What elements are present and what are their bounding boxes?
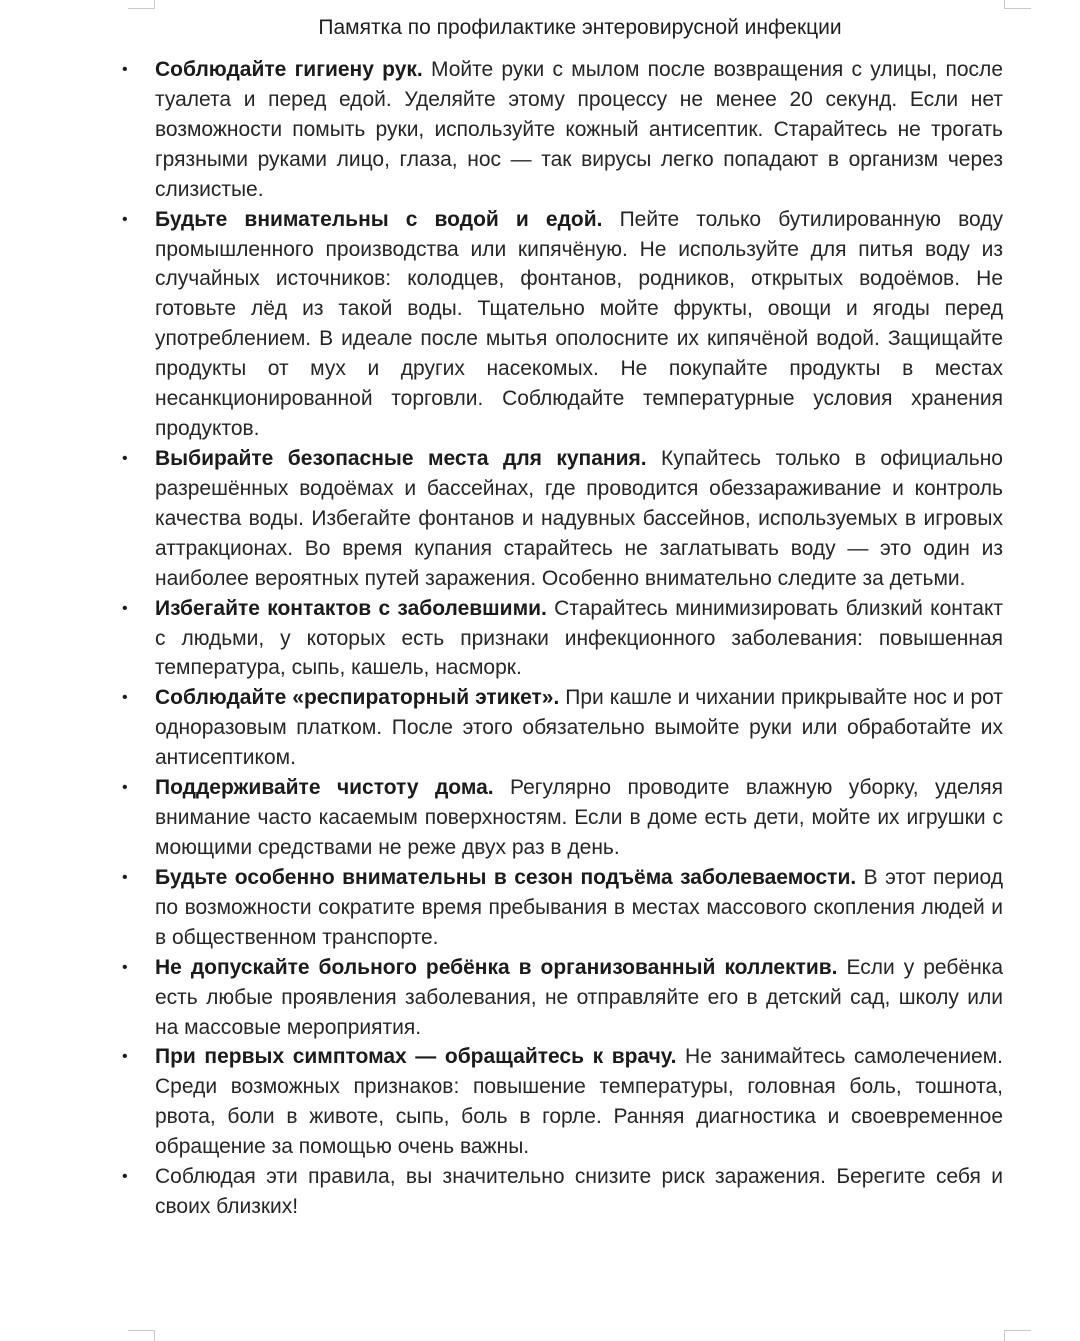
item-text: Регулярно проводите влажную уборку, уделяя внимание часто касаемым поверхностям. Если в доме есть дети, мойте их игрушки с моющими средствами не реже двух раз в день. [155, 776, 1003, 859]
item-text: Мойте руки с мылом после возвращения с улицы, после туалета и перед едой. Уделяйте этому процессу не менее 20 секунд. Если нет возможности помыть руки, используйте кожный антисептик. Старайтесь не трогать грязными руками лицо, глаза, нос — так вирусы легко попадают в организм через слизистые. [155, 58, 1003, 201]
item-text: Старайтесь минимизировать близкий контакт с людьми, у которых есть признаки инфекционного заболевания: повышенная температура, сыпь, кашель, насморк. [155, 596, 1003, 680]
list-item [122, 444, 1003, 594]
bullet-icon: • [122, 210, 128, 228]
bullet-icon: • [122, 449, 128, 467]
item-heading: Поддерживайте чистоту дома. [155, 776, 511, 800]
bullet-icon: • [122, 599, 128, 617]
item-text: Купайтесь только в официально разрешённых водоёмах и бассейнах, где проводится обеззараживание и контроль качества воды. Избегайте фонтанов и надувных бассейнов, используемых в игровых аттракционах. Во время купания старайтесь не заглатывать воду — это один из наиболее вероятных путей заражения. Особенно внимательно следите за детьми. [155, 446, 1003, 590]
bullet-icon: • [122, 779, 128, 797]
list-item [122, 55, 1003, 205]
list-item [122, 594, 1003, 684]
item-heading: Избегайте контактов с заболевшими. [155, 596, 555, 620]
item-text: Не занимайтесь самолечением. Среди возможных признаков: повышение температуры, головная боль, тошнота, рвота, боли в животе, сыпь, боль в горле. Ранняя диагностика и своевременное обращение за помощью очень важны. [155, 1045, 1003, 1159]
crop-mark-top-right [1004, 0, 1031, 9]
bullet-icon: • [122, 61, 128, 78]
list-item [122, 1162, 1003, 1222]
item-heading: Выбирайте безопасные места для купания. [155, 446, 662, 470]
item-heading: Будьте внимательны с водой и едой. [155, 207, 620, 231]
item-heading: Соблюдайте гигиену рук. [155, 58, 431, 81]
list-item [122, 953, 1003, 1043]
document-title: Памятка по профилактике энтеровирусной инфекции [318, 16, 842, 39]
item-heading: Будьте особенно внимательны в сезон подъёма заболеваемости. [155, 865, 864, 889]
list-item [122, 1042, 1003, 1162]
bullet-icon: • [122, 1168, 128, 1186]
list-item [122, 863, 1003, 953]
list-item [122, 205, 1003, 444]
item-text: Пейте только бутилированную воду промышленного производства или кипячёную. Не используйте для питья воду из случайных источников: колодцев, фонтанов, родников, открытых водоёмов. Не готовьте лёд из такой воды. Тщательно мойте фрукты, овощи и ягоды перед употреблением. В идеале после мытья ополосните их кипячёной водой. Защищайте продукты от мух и других насекомых. Не покупайте продукты в местах несанкционированной торговли. Соблюдайте температурные условия хранения продуктов. [155, 207, 1003, 441]
bullet-icon: • [122, 868, 128, 886]
item-text: В этот период по возможности сократите время пребывания в местах массового скопления людей и в общественном транспорте. [155, 865, 1003, 949]
item-heading: При первых симптомах — обращайтесь к врачу. [155, 1045, 686, 1069]
crop-mark-top-left [128, 0, 155, 9]
bullet-icon: • [122, 1048, 128, 1066]
item-text: Соблюдая эти правила, вы значительно снизите риск заражения. Берегите себя и своих близких! [155, 1165, 1003, 1219]
list-item [122, 773, 1003, 863]
recommendations-list [122, 55, 1003, 1222]
list-item [122, 683, 1003, 773]
item-heading: Не допускайте больного ребёнка в организованный коллектив. [155, 955, 847, 979]
item-heading: Соблюдайте «респираторный этикет». [155, 686, 566, 710]
bullet-icon: • [122, 958, 128, 976]
bullet-icon: • [122, 689, 128, 707]
item-text: При кашле и чихании прикрывайте нос и рот одноразовым платком. После этого обязательно вымойте руки или обработайте их антисептиком. [155, 686, 1003, 770]
item-text: Если у ребёнка есть любые проявления заболевания, не отправляйте его в детский сад, школу или на массовые мероприятия. [155, 955, 1003, 1039]
